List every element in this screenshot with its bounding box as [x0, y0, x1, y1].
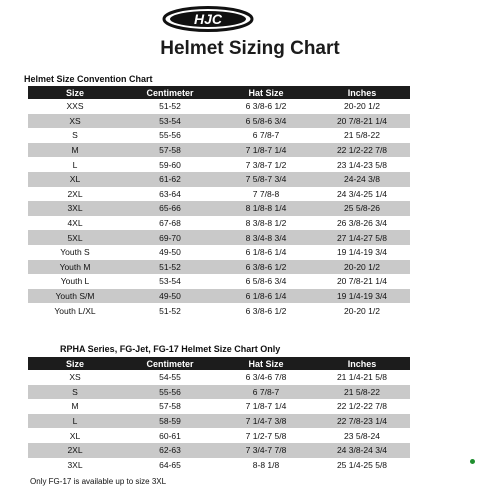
table-cell: 23 1/4-23 5/8: [314, 157, 410, 172]
table-cell: 6 3/8-6 1/2: [218, 99, 314, 114]
table-cell: 59-60: [122, 157, 218, 172]
table-row: [28, 114, 410, 129]
table-row: [28, 245, 410, 260]
table-row: [28, 428, 410, 443]
table-cell: XS: [28, 370, 122, 385]
table-cell: 8 3/8-8 1/2: [218, 216, 314, 231]
column-header: Centimeter: [122, 357, 218, 370]
column-header: Inches: [314, 86, 410, 99]
table-cell: 2XL: [28, 187, 122, 202]
table-cell: 57-58: [122, 399, 218, 414]
table-cell: 51-52: [122, 99, 218, 114]
table-row: [28, 99, 410, 114]
table-cell: 25 1/4-25 5/8: [314, 458, 410, 473]
availability-note: Only FG-17 is available up to size 3XL: [30, 477, 167, 486]
table-row: [28, 128, 410, 143]
table-cell: 26 3/8-26 3/4: [314, 216, 410, 231]
table-cell: 20 7/8-21 1/4: [314, 114, 410, 129]
table-cell: 22 7/8-23 1/4: [314, 414, 410, 429]
table-cell: 6 1/8-6 1/4: [218, 245, 314, 260]
table-cell: XL: [28, 172, 122, 187]
table-cell: 7 1/8-7 1/4: [218, 399, 314, 414]
table-cell: 69-70: [122, 230, 218, 245]
table-cell: 7 3/4-7 7/8: [218, 443, 314, 458]
table-cell: 7 1/4-7 3/8: [218, 414, 314, 429]
table-cell: 25 5/8-26: [314, 201, 410, 216]
table-row: [28, 260, 410, 275]
column-header: Hat Size: [218, 86, 314, 99]
table-row: [28, 201, 410, 216]
table-cell: XL: [28, 428, 122, 443]
table-cell: 6 3/4-6 7/8: [218, 370, 314, 385]
table-cell: 58-59: [122, 414, 218, 429]
table-cell: 7 5/8-7 3/4: [218, 172, 314, 187]
table-header-row: [28, 357, 410, 370]
table-row: [28, 172, 410, 187]
table-cell: 49-50: [122, 245, 218, 260]
table-row: [28, 157, 410, 172]
table-row: [28, 289, 410, 304]
table-cell: 20-20 1/2: [314, 99, 410, 114]
table-cell: 6 5/8-6 3/4: [218, 114, 314, 129]
size-convention-table: [28, 86, 410, 318]
green-dot: [470, 459, 475, 464]
table-cell: Youth S/M: [28, 289, 122, 304]
table-cell: 53-54: [122, 114, 218, 129]
table-cell: 7 1/8-7 1/4: [218, 143, 314, 158]
table-cell: XS: [28, 114, 122, 129]
table-cell: 21 5/8-22: [314, 128, 410, 143]
table-cell: M: [28, 399, 122, 414]
column-header: Size: [28, 86, 122, 99]
table-cell: S: [28, 128, 122, 143]
table-cell: 7 7/8-8: [218, 187, 314, 202]
table-cell: 19 1/4-19 3/4: [314, 245, 410, 260]
table-cell: S: [28, 385, 122, 400]
table-cell: 57-58: [122, 143, 218, 158]
table-cell: 8 1/8-8 1/4: [218, 201, 314, 216]
table-cell: Youth S: [28, 245, 122, 260]
table-cell: 61-62: [122, 172, 218, 187]
table-cell: 55-56: [122, 385, 218, 400]
table-cell: XXS: [28, 99, 122, 114]
table-cell: L: [28, 414, 122, 429]
column-header: Size: [28, 357, 122, 370]
table-cell: 55-56: [122, 128, 218, 143]
table-cell: 20-20 1/2: [314, 260, 410, 275]
table-cell: 21 1/4-21 5/8: [314, 370, 410, 385]
table-cell: 54-55: [122, 370, 218, 385]
table-cell: 6 3/8-6 1/2: [218, 260, 314, 275]
rpha-size-table: [28, 357, 410, 472]
table-row: [28, 414, 410, 429]
table-cell: 24 3/4-25 1/4: [314, 187, 410, 202]
table-cell: 3XL: [28, 201, 122, 216]
table-cell: 60-61: [122, 428, 218, 443]
table-cell: 62-63: [122, 443, 218, 458]
table-cell: 67-68: [122, 216, 218, 231]
table-cell: 49-50: [122, 289, 218, 304]
table-cell: 20 7/8-21 1/4: [314, 274, 410, 289]
table-cell: 6 7/8-7: [218, 385, 314, 400]
hjc-logo: [0, 6, 500, 32]
table-cell: 8-8 1/8: [218, 458, 314, 473]
table-cell: 21 5/8-22: [314, 385, 410, 400]
table-cell: 2XL: [28, 443, 122, 458]
table-header-row: [28, 86, 410, 99]
svg-text:HJC: HJC: [193, 11, 223, 27]
table2-caption: RPHA Series, FG-Jet, FG-17 Helmet Size Chart Only: [60, 344, 281, 354]
column-header: Hat Size: [218, 357, 314, 370]
table-cell: 24 3/8-24 3/4: [314, 443, 410, 458]
table-row: [28, 216, 410, 231]
table-row: [28, 385, 410, 400]
table-row: [28, 370, 410, 385]
table-row: [28, 187, 410, 202]
table-cell: 22 1/2-22 7/8: [314, 399, 410, 414]
table-cell: 4XL: [28, 216, 122, 231]
table-cell: 65-66: [122, 201, 218, 216]
table-row: [28, 274, 410, 289]
table-cell: 6 5/8-6 3/4: [218, 274, 314, 289]
table-cell: M: [28, 143, 122, 158]
table-cell: 63-64: [122, 187, 218, 202]
column-header: Inches: [314, 357, 410, 370]
table-cell: 8 3/4-8 3/4: [218, 230, 314, 245]
table-row: [28, 143, 410, 158]
table-cell: Youth L/XL: [28, 303, 122, 318]
table-cell: 51-52: [122, 303, 218, 318]
table-cell: 5XL: [28, 230, 122, 245]
table-cell: 51-52: [122, 260, 218, 275]
table-cell: 53-54: [122, 274, 218, 289]
table-row: [28, 458, 410, 473]
table-cell: 6 3/8-6 1/2: [218, 303, 314, 318]
table-cell: 7 3/8-7 1/2: [218, 157, 314, 172]
table-cell: Youth M: [28, 260, 122, 275]
table-cell: 27 1/4-27 5/8: [314, 230, 410, 245]
table-cell: 19 1/4-19 3/4: [314, 289, 410, 304]
table-row: [28, 443, 410, 458]
table-row: [28, 399, 410, 414]
table-cell: 3XL: [28, 458, 122, 473]
table-cell: 64-65: [122, 458, 218, 473]
table-cell: 6 1/8-6 1/4: [218, 289, 314, 304]
table-cell: 23 5/8-24: [314, 428, 410, 443]
table-cell: 6 7/8-7: [218, 128, 314, 143]
table1-caption: Helmet Size Convention Chart: [24, 74, 153, 84]
table-cell: 7 1/2-7 5/8: [218, 428, 314, 443]
table-cell: Youth L: [28, 274, 122, 289]
table-cell: 24-24 3/8: [314, 172, 410, 187]
column-header: Centimeter: [122, 86, 218, 99]
table-cell: L: [28, 157, 122, 172]
table-cell: 22 1/2-22 7/8: [314, 143, 410, 158]
table-cell: 20-20 1/2: [314, 303, 410, 318]
page-title: Helmet Sizing Chart: [160, 38, 340, 59]
table-row: [28, 303, 410, 318]
table-row: [28, 230, 410, 245]
